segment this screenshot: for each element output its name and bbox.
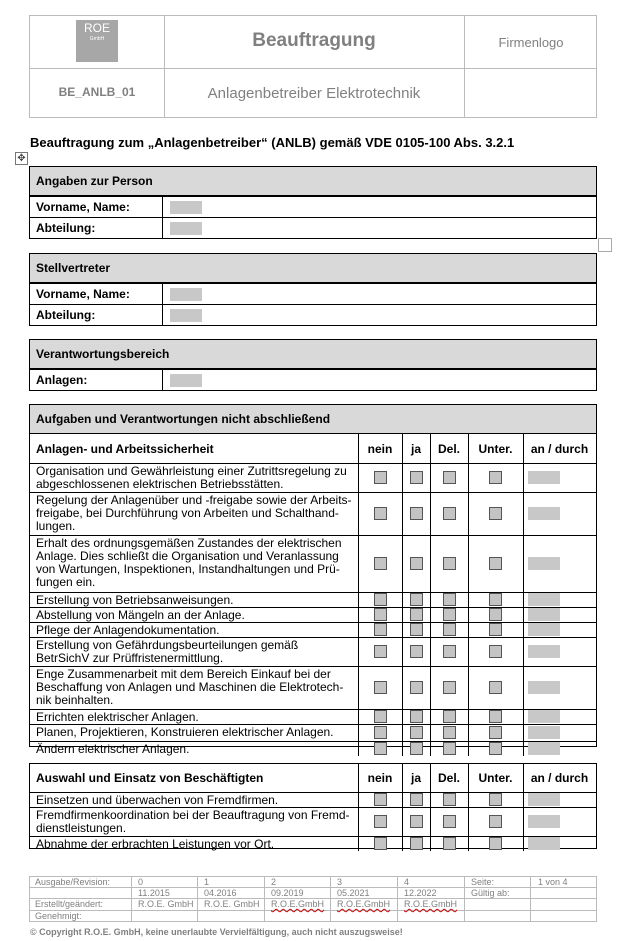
deputy-name-row bbox=[30, 283, 596, 304]
date-2: 09.2019 bbox=[271, 888, 304, 898]
col-del: Del. bbox=[437, 442, 460, 456]
tasks-checkbox-nein[interactable] bbox=[374, 507, 387, 520]
tasks-checkbox-ja[interactable] bbox=[410, 710, 423, 723]
created-label: Erstellt/geändert: bbox=[35, 899, 104, 909]
tasks-checkbox-unter[interactable] bbox=[489, 507, 502, 520]
tasks-checkbox-del[interactable] bbox=[443, 593, 456, 606]
tasks-heading: Aufgaben und Verantwortungen nicht abschließend bbox=[30, 405, 596, 434]
tasks-checkbox-del[interactable] bbox=[443, 623, 456, 636]
tasks-checkbox-del[interactable] bbox=[443, 557, 456, 570]
tasks-checkbox-nein[interactable] bbox=[374, 726, 387, 739]
rev-2: 2 bbox=[271, 877, 277, 887]
staff-checkbox-nein[interactable] bbox=[374, 837, 387, 850]
tasks-row bbox=[30, 608, 596, 623]
tasks-row-text: Enge Zusammenarbeit mit dem Bereich Einkauf bei der Beschaffung von Anlagen und Maschinen die Elektrotech-nik beinhalten. bbox=[36, 667, 344, 707]
tasks-row bbox=[30, 742, 596, 756]
staff-col-del: Del. bbox=[437, 771, 460, 785]
tasks-checkbox-ja[interactable] bbox=[410, 645, 423, 658]
date-4: 12.2022 bbox=[404, 888, 437, 898]
rev-3: 3 bbox=[337, 877, 343, 887]
tasks-an-durch-field[interactable] bbox=[528, 726, 560, 739]
tasks-checkbox-unter[interactable] bbox=[489, 645, 502, 658]
person-heading: Angaben zur Person bbox=[30, 167, 596, 196]
tasks-row bbox=[30, 667, 596, 710]
seite-value: 1 von 4 bbox=[538, 877, 568, 887]
tasks-row bbox=[30, 623, 596, 638]
staff-row-text: Fremdfirmenkoordination bei der Beauftragung von Fremd-dienstleistungen. bbox=[36, 808, 350, 835]
tasks-checkbox-ja[interactable] bbox=[410, 471, 423, 484]
created-by-4: R.O.E.GmbH bbox=[404, 899, 458, 909]
date-0: 11.2015 bbox=[138, 888, 170, 898]
tasks-checkbox-del[interactable] bbox=[443, 645, 456, 658]
created-by-1: R.O.E. GmbH bbox=[204, 899, 260, 909]
tasks-row-text: Regelung der Anlagenüber und -freigabe sowie der Arbeits-freigabe, bei Durchführung von Arbeiten und Schalthand-lungen. bbox=[36, 493, 352, 533]
tasks-row-text: Organisation und Gewährleistung einer Zutrittsregelung zu abgeschlossenen elektrischen Betriebsstätten. bbox=[36, 464, 347, 491]
tasks-row-text: Abstellung von Mängeln an der Anlage. bbox=[36, 608, 245, 622]
tasks-checkbox-unter[interactable] bbox=[489, 557, 502, 570]
tasks-checkbox-unter[interactable] bbox=[489, 593, 502, 606]
tasks-row-text: Pflege der Anlagendokumentation. bbox=[36, 623, 220, 637]
staff-row bbox=[30, 808, 596, 837]
staff-checkbox-nein[interactable] bbox=[374, 815, 387, 828]
created-by-2: R.O.E.GmbH bbox=[271, 899, 325, 909]
tasks-checkbox-nein[interactable] bbox=[374, 557, 387, 570]
staff-checkbox-ja[interactable] bbox=[410, 837, 423, 850]
revision-footer bbox=[29, 876, 597, 922]
tasks-checkbox-ja[interactable] bbox=[410, 742, 423, 755]
tasks-an-durch-field[interactable] bbox=[528, 742, 560, 755]
date-1: 04.2016 bbox=[204, 888, 237, 898]
area-section bbox=[29, 339, 597, 391]
tasks-row bbox=[30, 638, 596, 667]
logo-subtext: GmbH bbox=[89, 36, 105, 42]
col-unter: Unter. bbox=[478, 442, 513, 456]
tasks-row bbox=[30, 725, 596, 742]
tasks-checkbox-ja[interactable] bbox=[410, 557, 423, 570]
tasks-row bbox=[30, 536, 596, 593]
tasks-checkbox-ja[interactable] bbox=[410, 726, 423, 739]
document-code: BE_ANLB_01 bbox=[58, 85, 136, 99]
tasks-checkbox-unter[interactable] bbox=[489, 623, 502, 636]
tasks-checkbox-nein[interactable] bbox=[374, 623, 387, 636]
staff-row bbox=[30, 837, 596, 851]
deputy-name-label: Vorname, Name: bbox=[36, 287, 130, 301]
tasks-checkbox-unter[interactable] bbox=[489, 726, 502, 739]
tasks-checkbox-nein[interactable] bbox=[374, 471, 387, 484]
tasks-row-text: Ändern elektrischer Anlagen. bbox=[36, 742, 190, 756]
deputy-dept-field[interactable] bbox=[170, 309, 202, 322]
staff-checkbox-nein[interactable] bbox=[374, 793, 387, 806]
area-plants-label: Anlagen: bbox=[36, 373, 88, 387]
tasks-checkbox-nein[interactable] bbox=[374, 710, 387, 723]
document-header bbox=[29, 15, 597, 118]
seite-label: Seite: bbox=[471, 877, 495, 887]
tasks-checkbox-unter[interactable] bbox=[489, 471, 502, 484]
tasks-row bbox=[30, 493, 596, 536]
created-by-3: R.O.E.GmbH bbox=[337, 899, 391, 909]
person-name-row bbox=[30, 196, 596, 217]
person-dept-row bbox=[30, 217, 596, 238]
tasks-checkbox-del[interactable] bbox=[443, 471, 456, 484]
tasks-row-text: Planen, Projektieren, Konstruieren elektrischer Anlagen. bbox=[36, 725, 334, 739]
tasks-an-durch-field[interactable] bbox=[528, 710, 560, 723]
staff-row bbox=[30, 793, 596, 808]
person-name-label: Vorname, Name: bbox=[36, 200, 130, 214]
tasks-checkbox-nein[interactable] bbox=[374, 742, 387, 755]
staff-table bbox=[29, 763, 597, 849]
tasks-column-header bbox=[30, 434, 596, 464]
area-heading: Verantwortungsbereich bbox=[30, 340, 596, 369]
firmenlogo-placeholder: Firmenlogo bbox=[498, 35, 564, 50]
approved-label: Genehmigt: bbox=[35, 911, 82, 921]
rev-0: 0 bbox=[138, 877, 144, 887]
document-title: Beauftragung zum „Anlagenbetreiber“ (ANLB) gemäß VDE 0105-100 Abs. 3.2.1 bbox=[30, 135, 515, 150]
tasks-checkbox-del[interactable] bbox=[443, 742, 456, 755]
staff-col-unter: Unter. bbox=[478, 771, 513, 785]
tasks-row-text: Erhalt des ordnungsgemäßen Zustandes der elektrischen Anlage. Dies schließt die Organisation und Veranlassung von Wartungen, Inspektionen, Instandhaltungen und Prü-fungen ein. bbox=[36, 536, 342, 589]
tasks-checkbox-ja[interactable] bbox=[410, 593, 423, 606]
tasks-checkbox-del[interactable] bbox=[443, 507, 456, 520]
rev-1: 1 bbox=[204, 877, 210, 887]
gueltig-label: Gültig ab: bbox=[471, 888, 510, 898]
tasks-row-text: Erstellung von Betriebsanweisungen. bbox=[36, 593, 234, 607]
staff-an-durch-field[interactable] bbox=[528, 837, 560, 850]
tasks-checkbox-del[interactable] bbox=[443, 608, 456, 621]
rev-label: Ausgabe/Revision: bbox=[35, 877, 111, 887]
tasks-checkbox-nein[interactable] bbox=[374, 681, 387, 694]
tasks-checkbox-nein[interactable] bbox=[374, 608, 387, 621]
staff-checkbox-unter[interactable] bbox=[489, 815, 502, 828]
tasks-row-text: Erstellung von Gefährdungsbeurteilungen gemäß BetrSichV zur Prüffristenermittlung. bbox=[36, 638, 299, 665]
tasks-row-text: Errichten elektrischer Anlagen. bbox=[36, 710, 199, 724]
tasks-an-durch-field[interactable] bbox=[528, 507, 560, 520]
staff-col-nein: nein bbox=[367, 771, 393, 785]
staff-row-text: Abnahme der erbrachten Leistungen vor Ort. bbox=[36, 837, 275, 851]
person-name-field[interactable] bbox=[170, 201, 202, 214]
staff-checkbox-ja[interactable] bbox=[410, 815, 423, 828]
tasks-an-durch-field[interactable] bbox=[528, 681, 560, 694]
col-nein: nein bbox=[367, 442, 393, 456]
tasks-checkbox-unter[interactable] bbox=[489, 742, 502, 755]
tasks-checkbox-del[interactable] bbox=[443, 681, 456, 694]
deputy-section bbox=[29, 253, 597, 326]
tasks-checkbox-ja[interactable] bbox=[410, 507, 423, 520]
tasks-subheading: Anlagen- und Arbeitssicherheit bbox=[36, 442, 214, 456]
header-subtitle: Anlagenbetreiber Elektrotechnik bbox=[207, 85, 421, 102]
table-resize-handle-icon[interactable] bbox=[598, 238, 612, 252]
roe-logo bbox=[76, 20, 118, 62]
staff-checkbox-del[interactable] bbox=[443, 837, 456, 850]
deputy-dept-label: Abteilung: bbox=[36, 308, 96, 322]
rev-4: 4 bbox=[404, 877, 410, 887]
deputy-heading: Stellvertreter bbox=[30, 254, 596, 283]
tasks-row bbox=[30, 593, 596, 608]
tasks-an-durch-field[interactable] bbox=[528, 471, 560, 484]
tasks-checkbox-unter[interactable] bbox=[489, 681, 502, 694]
person-dept-label: Abteilung: bbox=[36, 221, 96, 235]
tasks-checkbox-nein[interactable] bbox=[374, 645, 387, 658]
staff-an-durch-field[interactable] bbox=[528, 793, 560, 806]
area-plants-field[interactable] bbox=[170, 374, 202, 387]
tasks-an-durch-field[interactable] bbox=[528, 593, 560, 606]
tasks-checkbox-ja[interactable] bbox=[410, 623, 423, 636]
tasks-an-durch-field[interactable] bbox=[528, 623, 560, 636]
tasks-row bbox=[30, 464, 596, 493]
tasks-checkbox-ja[interactable] bbox=[410, 608, 423, 621]
staff-col-an-durch: an / durch bbox=[530, 771, 589, 785]
copyright-notice: © Copyright R.O.E. GmbH, keine unerlaubte Vervielfältigung, auch nicht auszugsweise! bbox=[30, 927, 403, 937]
header-title: Beauftragung bbox=[252, 30, 376, 51]
area-plants-row bbox=[30, 369, 596, 390]
tasks-checkbox-unter[interactable] bbox=[489, 608, 502, 621]
staff-checkbox-unter[interactable] bbox=[489, 793, 502, 806]
staff-checkbox-del[interactable] bbox=[443, 815, 456, 828]
tasks-table bbox=[29, 404, 597, 756]
date-3: 05.2021 bbox=[337, 888, 370, 898]
staff-checkbox-unter[interactable] bbox=[489, 837, 502, 850]
col-ja: ja bbox=[410, 442, 421, 456]
person-section bbox=[29, 166, 597, 239]
staff-heading: Auswahl und Einsatz von Beschäftigten bbox=[36, 771, 264, 785]
tasks-checkbox-nein[interactable] bbox=[374, 593, 387, 606]
staff-checkbox-del[interactable] bbox=[443, 793, 456, 806]
tasks-an-durch-field[interactable] bbox=[528, 557, 560, 570]
tasks-checkbox-unter[interactable] bbox=[489, 710, 502, 723]
tasks-an-durch-field[interactable] bbox=[528, 645, 560, 658]
staff-checkbox-ja[interactable] bbox=[410, 793, 423, 806]
col-an-durch: an / durch bbox=[530, 442, 589, 456]
person-dept-field[interactable] bbox=[170, 222, 202, 235]
tasks-row bbox=[30, 710, 596, 725]
staff-row-text: Einsetzen und überwachen von Fremdfirmen. bbox=[36, 793, 279, 807]
staff-an-durch-field[interactable] bbox=[528, 815, 560, 828]
tasks-an-durch-field[interactable] bbox=[528, 608, 560, 621]
staff-column-header bbox=[30, 764, 596, 793]
deputy-name-field[interactable] bbox=[170, 288, 202, 301]
tasks-checkbox-del[interactable] bbox=[443, 726, 456, 739]
tasks-checkbox-ja[interactable] bbox=[410, 681, 423, 694]
logo-text: ROE bbox=[83, 21, 110, 35]
staff-col-ja: ja bbox=[410, 771, 421, 785]
table-move-handle-icon[interactable]: ✥ bbox=[15, 152, 28, 165]
deputy-dept-row bbox=[30, 304, 596, 325]
tasks-checkbox-del[interactable] bbox=[443, 710, 456, 723]
created-by-0: R.O.E. GmbH bbox=[138, 899, 194, 909]
